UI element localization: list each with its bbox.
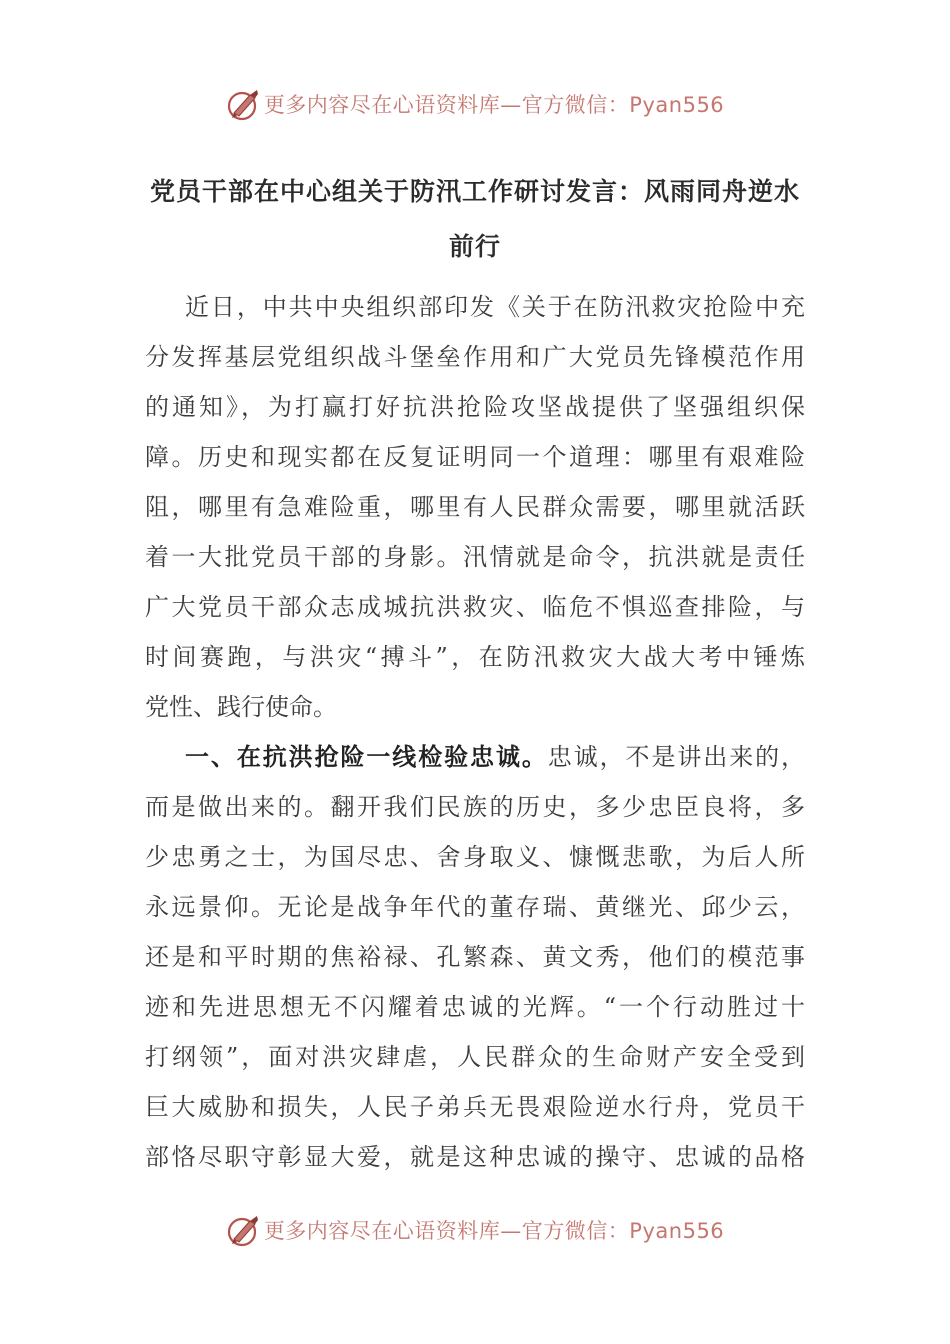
section-1-line-8: 巨大威胁和损失，人民子弟兵无畏艰险逆水行舟，党员干: [145, 1093, 805, 1121]
paragraph-1-line-7: 广大党员干部众志成城抗洪救灾、临危不惧巡查排险，与: [145, 593, 805, 621]
paragraph-1-line-4: 障。历史和现实都在反复证明同一个道理：哪里有艰难险: [145, 443, 805, 471]
section-1-line-3: 少忠勇之士，为国尽忠、舍身取义、慷慨悲歌，为后人所: [145, 843, 805, 871]
document-title-line-2: 前行: [448, 232, 501, 261]
section-1-line-2: 而是做出来的。翻开我们民族的历史，多少忠臣良将，多: [145, 793, 805, 821]
section-1-line-9: 部恪尽职守彰显大爱，就是这种忠诚的操守、忠诚的品格: [145, 1143, 805, 1171]
document-title-line-1: 党员干部在中心组关于防汛工作研讨发言：风雨同舟逆水: [149, 177, 800, 206]
section-1-heading: 一、在抗洪抢险一线检验忠诚。: [185, 743, 548, 771]
bottom-watermark-banner: [0, 1208, 950, 1252]
section-1-line-7: 打纲领”，面对洪灾肆虐，人民群众的生命财产安全受到: [145, 1043, 805, 1071]
section-1-line-4: 永远景仰。无论是战争年代的董存瑞、黄继光、邱少云，: [145, 893, 805, 921]
section-1-first-line: [185, 732, 805, 782]
paragraph-1-line-3: 的通知》，为打赢打好抗洪抢险攻坚战提供了坚强组织保: [145, 393, 805, 421]
paragraph-1-line-9: 党性、践行使命。: [145, 693, 337, 721]
paragraph-1-line-2: 分发挥基层党组织战斗堡垒作用和广大党员先锋模范作用: [145, 343, 805, 371]
paragraph-1-line-1: 近日，中共中央组织部印发《关于在防汛救灾抢险中充: [185, 293, 805, 321]
paragraph-1-line-8: 时间赛跑，与洪灾“搏斗”，在防汛救灾大战大考中锤炼: [145, 643, 805, 671]
paragraph-1-line-6: 着一大批党员干部的身影。汛情就是命令，抗洪就是责任: [145, 543, 805, 571]
section-1-line-5: 还是和平时期的焦裕禄、孔繁森、黄文秀，他们的模范事: [145, 943, 805, 971]
pen-nib-logo-icon: [226, 1212, 262, 1248]
watermark-text: 更多内容尽在心语资料库—官方微信：Pyan556: [263, 1219, 725, 1243]
section-1-first-line-rest: 忠诚，不是讲出来的，: [547, 743, 806, 771]
section-1-line-6: 迹和先进思想无不闪耀着忠诚的光辉。“一个行动胜过十: [145, 993, 805, 1021]
pen-nib-logo-icon: [226, 86, 262, 122]
paragraph-1-line-5: 阻，哪里有急难险重，哪里有人民群众需要，哪里就活跃: [145, 493, 805, 521]
watermark-text: 更多内容尽在心语资料库—官方微信：Pyan556: [263, 93, 725, 117]
top-watermark-banner: [0, 82, 950, 126]
